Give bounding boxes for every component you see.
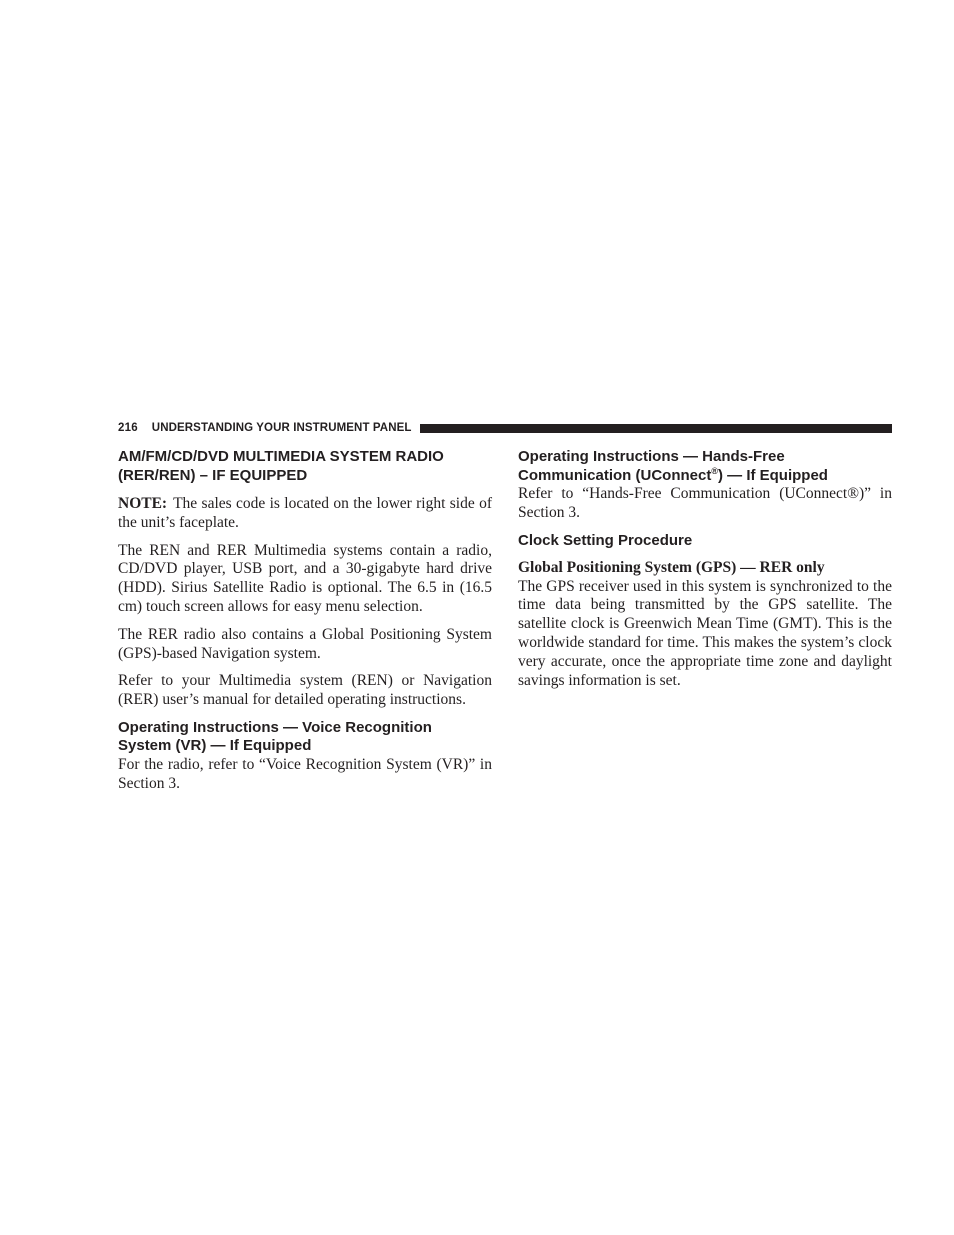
- gps-text: The GPS receiver used in this system is synchronized to the time data being transmitted by the GPS satellite. The satellite clock is Greenwich Mean Time (GMT). This is the worldwide standard for time. This makes the system’s clock very accurate, once the appropriate time zone and daylight savings information is set.: [518, 577, 892, 689]
- gps-heading: Global Positioning System (GPS) — RER only: [518, 559, 825, 577]
- hands-free-text: Refer to “Hands-Free Communication (UConnect®)” in Section 3.: [518, 485, 892, 521]
- note-text: The sales code is located on the lower right side of the unit’s faceplate.: [118, 495, 492, 531]
- page-number: 216: [118, 422, 138, 434]
- voice-recognition-text: For the radio, refer to “Voice Recognition System (VR)” in Section 3.: [118, 755, 492, 792]
- hands-free-heading-line1: Operating Instructions — Hands-Free: [518, 448, 785, 465]
- multimedia-radio-heading-line2: (RER/REN) – IF EQUIPPED: [118, 466, 308, 484]
- voice-recognition-heading: [118, 719, 492, 756]
- multimedia-radio-heading: [118, 448, 492, 485]
- note-paragraph: [118, 495, 492, 533]
- registered-mark: ®: [711, 465, 718, 476]
- right-column: [518, 448, 892, 690]
- hands-free-heading: [518, 448, 892, 485]
- page-header: [118, 420, 892, 436]
- gps-navigation-paragraph: The RER radio also contains a Global Positioning System (GPS)-based Navigation system.: [118, 625, 492, 662]
- header-rule: [420, 424, 893, 433]
- clock-setting-heading: Clock Setting Procedure: [518, 531, 693, 549]
- user-manual-paragraph: Refer to your Multimedia system (REN) or Navigation (RER) user’s manual for detailed operating instructions.: [118, 672, 492, 709]
- running-section-title: UNDERSTANDING YOUR INSTRUMENT PANEL: [151, 422, 412, 434]
- systems-paragraph: The REN and RER Multimedia systems contain a radio, CD/DVD player, USB port, and a 30-gigabyte hard drive (HDD). Sirius Satellite Radio is optional. The 6.5 in (16.5 cm) touch screen allows for easy menu selection.: [118, 541, 492, 615]
- multimedia-radio-heading-line1: AM/FM/CD/DVD MULTIMEDIA SYSTEM RADIO: [118, 448, 444, 465]
- hands-free-heading-line2a: Communication (UConnect: [518, 466, 712, 484]
- hands-free-heading-line2b: ) — If Equipped: [717, 466, 828, 484]
- left-column: [118, 448, 492, 794]
- note-label: NOTE:: [118, 495, 168, 512]
- voice-recognition-heading-line2: System (VR) — If Equipped: [118, 737, 312, 755]
- voice-recognition-heading-line1: Operating Instructions — Voice Recognition: [118, 718, 432, 736]
